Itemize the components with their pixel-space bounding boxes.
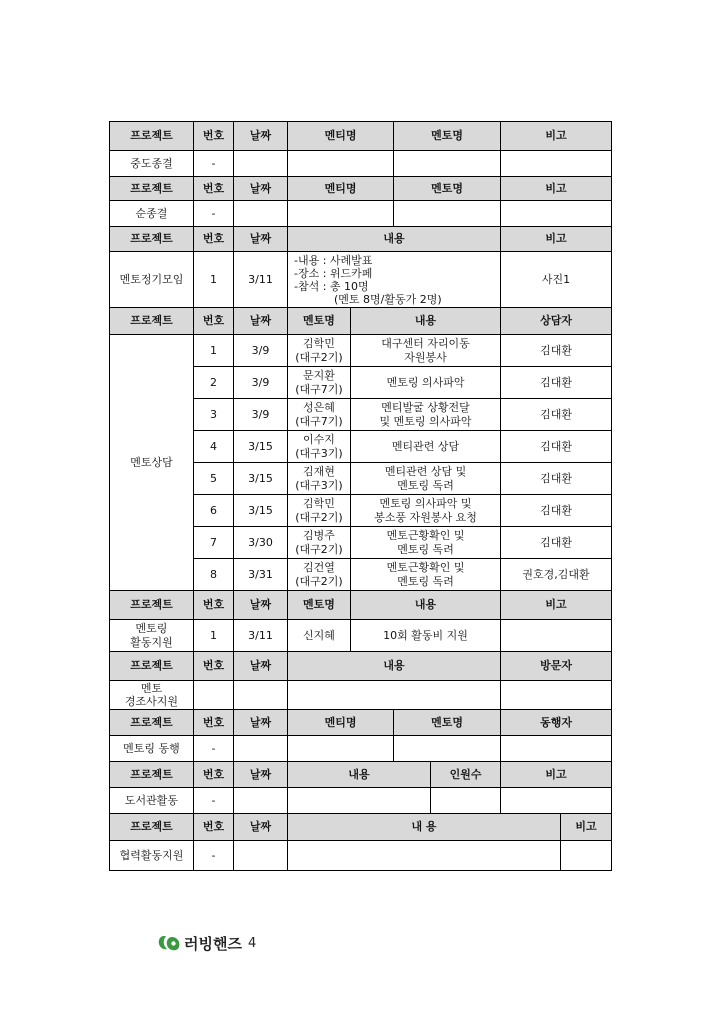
header-mentor: 멘토명 — [288, 591, 351, 620]
content-line: 멘토링 독려 — [397, 478, 454, 492]
empty-cell — [561, 841, 612, 871]
condolence-project — [110, 681, 194, 710]
loving-hands-logo-icon — [158, 934, 180, 952]
support-mentor: 신지혜 — [288, 620, 351, 652]
accompany-row — [110, 736, 612, 762]
empty-cell — [288, 736, 394, 762]
header-content: 내 용 — [288, 814, 561, 841]
mentor-cohort: (대구2기) — [295, 542, 343, 556]
meeting-content-line: (멘토 8명/활동가 2명) — [334, 292, 442, 306]
header-content: 내용 — [288, 227, 501, 252]
header-note: 비고 — [561, 814, 612, 841]
empty-cell — [501, 788, 612, 814]
header-project: 프로젝트 — [110, 227, 194, 252]
empty-cell — [234, 736, 288, 762]
consult-mentor — [288, 527, 351, 559]
consult-number: 3 — [194, 399, 234, 431]
header-project: 프로젝트 — [110, 308, 194, 335]
consult-date: 3/9 — [234, 335, 288, 367]
header-content: 내용 — [351, 591, 501, 620]
content-line: 멘토근황확인 및 — [386, 560, 465, 574]
empty-cell — [234, 841, 288, 871]
header-project: 프로젝트 — [110, 122, 194, 151]
empty-cell — [288, 788, 431, 814]
header-project: 프로젝트 — [110, 652, 194, 681]
footer-brand: 러빙핸즈 — [184, 934, 242, 953]
consult-date: 3/15 — [234, 495, 288, 527]
empty-cell — [194, 681, 234, 710]
header-mentee: 멘티명 — [288, 177, 394, 201]
content-line: 멘티관련 상담 — [391, 439, 460, 453]
consult-content — [351, 495, 501, 527]
header-note: 비고 — [501, 227, 612, 252]
consult-row — [110, 335, 612, 367]
support-note — [501, 620, 612, 652]
cooperation-project: 협력활동지원 — [110, 841, 194, 871]
project-line: 활동지원 — [130, 635, 173, 649]
header-row — [110, 814, 612, 841]
header-mentor: 멘토명 — [394, 177, 501, 201]
consult-date: 3/15 — [234, 431, 288, 463]
support-content: 10회 활동비 지원 — [351, 620, 501, 652]
consult-mentor — [288, 559, 351, 591]
project-line: 멘토링 — [135, 621, 168, 635]
content-line: 대구센터 자리이동 — [381, 336, 470, 350]
header-date: 날짜 — [234, 122, 288, 151]
consult-content — [351, 559, 501, 591]
header-row — [110, 308, 612, 335]
meeting-date: 3/11 — [234, 252, 288, 308]
consult-content — [351, 463, 501, 495]
empty-cell — [288, 681, 501, 710]
content-line: 멘토링 독려 — [397, 542, 454, 556]
header-counselor: 상담자 — [501, 308, 612, 335]
header-mentee: 멘티명 — [288, 710, 394, 736]
empty-cell — [234, 681, 288, 710]
consult-number: 6 — [194, 495, 234, 527]
header-companion: 동행자 — [501, 710, 612, 736]
consult-counselor: 김대환 — [501, 527, 612, 559]
empty-cell — [288, 151, 394, 177]
accompany-number: - — [194, 736, 234, 762]
mentor-cohort: (대구7기) — [295, 414, 343, 428]
mentor-name: 성은혜 — [303, 400, 335, 414]
header-content: 내용 — [351, 308, 501, 335]
project-line: 멘토 — [140, 682, 163, 695]
mentor-name: 김건열 — [303, 560, 335, 574]
dropout-project: 중도종결 — [110, 151, 194, 177]
header-note: 비고 — [501, 591, 612, 620]
header-visitor: 방문자 — [501, 652, 612, 681]
header-date: 날짜 — [234, 308, 288, 335]
meeting-content-line: -참석 : 총 10명 — [294, 279, 369, 293]
completion-row — [110, 201, 612, 227]
empty-cell — [288, 841, 561, 871]
header-date: 날짜 — [234, 814, 288, 841]
header-number: 번호 — [194, 652, 234, 681]
consult-content — [351, 367, 501, 399]
header-number: 번호 — [194, 710, 234, 736]
header-row — [110, 591, 612, 620]
header-project: 프로젝트 — [110, 762, 194, 788]
mentor-name: 김학민 — [303, 336, 335, 350]
header-attendees: 인원수 — [431, 762, 501, 788]
empty-cell — [501, 201, 612, 227]
consult-mentor — [288, 335, 351, 367]
mentor-name: 이수지 — [303, 432, 335, 446]
header-number: 번호 — [194, 227, 234, 252]
consult-mentor — [288, 463, 351, 495]
support-number: 1 — [194, 620, 234, 652]
consult-date: 3/31 — [234, 559, 288, 591]
mentor-cohort: (대구3기) — [295, 478, 343, 492]
consult-counselor: 권호경,김대환 — [501, 559, 612, 591]
empty-cell — [288, 201, 394, 227]
header-date: 날짜 — [234, 710, 288, 736]
page-footer — [158, 931, 256, 955]
meeting-content-line: -내용 : 사례발표 — [294, 253, 373, 267]
mentor-name: 문지환 — [303, 368, 335, 382]
library-project: 도서관활동 — [110, 788, 194, 814]
page-number: 4 — [247, 935, 257, 951]
consult-date: 3/9 — [234, 399, 288, 431]
mentor-cohort: (대구2기) — [295, 350, 343, 364]
header-date: 날짜 — [234, 652, 288, 681]
header-mentor: 멘토명 — [394, 710, 501, 736]
consult-counselor: 김대환 — [501, 495, 612, 527]
support-project — [110, 620, 194, 652]
header-content: 내용 — [288, 652, 501, 681]
consult-mentor — [288, 367, 351, 399]
content-line: 멘티발굴 상황전달 — [381, 400, 470, 414]
header-note: 비고 — [501, 122, 612, 151]
empty-cell — [501, 151, 612, 177]
header-row — [110, 227, 612, 252]
header-row — [110, 652, 612, 681]
consult-counselor: 김대환 — [501, 431, 612, 463]
consult-mentor — [288, 495, 351, 527]
empty-cell — [234, 788, 288, 814]
consult-project: 멘토상담 — [110, 335, 194, 591]
activity-report-table — [109, 121, 612, 871]
content-line: 멘토링 의사파악 — [386, 375, 465, 389]
consult-number: 1 — [194, 335, 234, 367]
consult-counselor: 김대환 — [501, 399, 612, 431]
consult-number: 2 — [194, 367, 234, 399]
consult-number: 8 — [194, 559, 234, 591]
content-line: 및 멘토링 의사파악 — [379, 414, 472, 428]
empty-cell — [234, 151, 288, 177]
mentor-cohort: (대구7기) — [295, 382, 343, 396]
header-mentee: 멘티명 — [288, 122, 394, 151]
project-line: 경조사지원 — [124, 695, 179, 708]
header-project: 프로젝트 — [110, 814, 194, 841]
header-date: 날짜 — [234, 177, 288, 201]
library-number: - — [194, 788, 234, 814]
consult-counselor: 김대환 — [501, 367, 612, 399]
consult-date: 3/30 — [234, 527, 288, 559]
header-number: 번호 — [194, 177, 234, 201]
header-date: 날짜 — [234, 591, 288, 620]
consult-counselor: 김대환 — [501, 463, 612, 495]
header-mentor: 멘토명 — [288, 308, 351, 335]
header-note: 비고 — [501, 177, 612, 201]
consult-date: 3/15 — [234, 463, 288, 495]
empty-cell — [501, 736, 612, 762]
consult-number: 5 — [194, 463, 234, 495]
header-project: 프로젝트 — [110, 591, 194, 620]
empty-cell — [234, 201, 288, 227]
content-line: 멘토근황확인 및 — [386, 528, 465, 542]
header-date: 날짜 — [234, 762, 288, 788]
header-row — [110, 762, 612, 788]
header-note: 비고 — [501, 762, 612, 788]
header-mentor: 멘토명 — [394, 122, 501, 151]
content-line: 멘토링 독려 — [397, 574, 454, 588]
empty-cell — [501, 681, 612, 710]
consult-counselor: 김대환 — [501, 335, 612, 367]
dropout-number: - — [194, 151, 234, 177]
header-row — [110, 177, 612, 201]
library-row — [110, 788, 612, 814]
support-date: 3/11 — [234, 620, 288, 652]
header-row — [110, 710, 612, 736]
cooperation-row — [110, 841, 612, 871]
mentor-name: 김재현 — [303, 464, 335, 478]
consult-mentor — [288, 431, 351, 463]
meeting-number: 1 — [194, 252, 234, 308]
header-number: 번호 — [194, 308, 234, 335]
meeting-row — [110, 252, 612, 308]
completion-number: - — [194, 201, 234, 227]
mentor-cohort: (대구2기) — [295, 510, 343, 524]
dropout-row — [110, 151, 612, 177]
header-date: 날짜 — [234, 227, 288, 252]
mentor-cohort: (대구3기) — [295, 446, 343, 460]
mentor-name: 김병주 — [303, 528, 335, 542]
consult-content — [351, 335, 501, 367]
content-line: 자원봉사 — [404, 350, 447, 364]
consult-number: 4 — [194, 431, 234, 463]
content-line: 멘토링 의사파악 및 — [379, 496, 472, 510]
meeting-note: 사진1 — [501, 252, 612, 308]
header-project: 프로젝트 — [110, 177, 194, 201]
header-project: 프로젝트 — [110, 710, 194, 736]
consult-number: 7 — [194, 527, 234, 559]
accompany-project: 멘토링 동행 — [110, 736, 194, 762]
mentor-cohort: (대구2기) — [295, 574, 343, 588]
header-number: 번호 — [194, 591, 234, 620]
meeting-content — [288, 252, 501, 308]
header-content: 내용 — [288, 762, 431, 788]
header-number: 번호 — [194, 122, 234, 151]
content-line: 멘티관련 상담 및 — [384, 464, 467, 478]
empty-cell — [431, 788, 501, 814]
header-row — [110, 122, 612, 151]
consult-content — [351, 431, 501, 463]
empty-cell — [394, 151, 501, 177]
condolence-row — [110, 681, 612, 710]
meeting-project: 멘토정기모임 — [110, 252, 194, 308]
header-number: 번호 — [194, 814, 234, 841]
header-number: 번호 — [194, 762, 234, 788]
mentor-name: 김학민 — [303, 496, 335, 510]
empty-cell — [394, 736, 501, 762]
content-line: 봉소풍 자원봉사 요청 — [374, 510, 477, 524]
completion-project: 순종결 — [110, 201, 194, 227]
consult-content — [351, 527, 501, 559]
cooperation-number: - — [194, 841, 234, 871]
consult-mentor — [288, 399, 351, 431]
consult-date: 3/9 — [234, 367, 288, 399]
consult-content — [351, 399, 501, 431]
empty-cell — [394, 201, 501, 227]
meeting-content-line: -장소 : 위드카페 — [294, 266, 373, 280]
support-row — [110, 620, 612, 652]
